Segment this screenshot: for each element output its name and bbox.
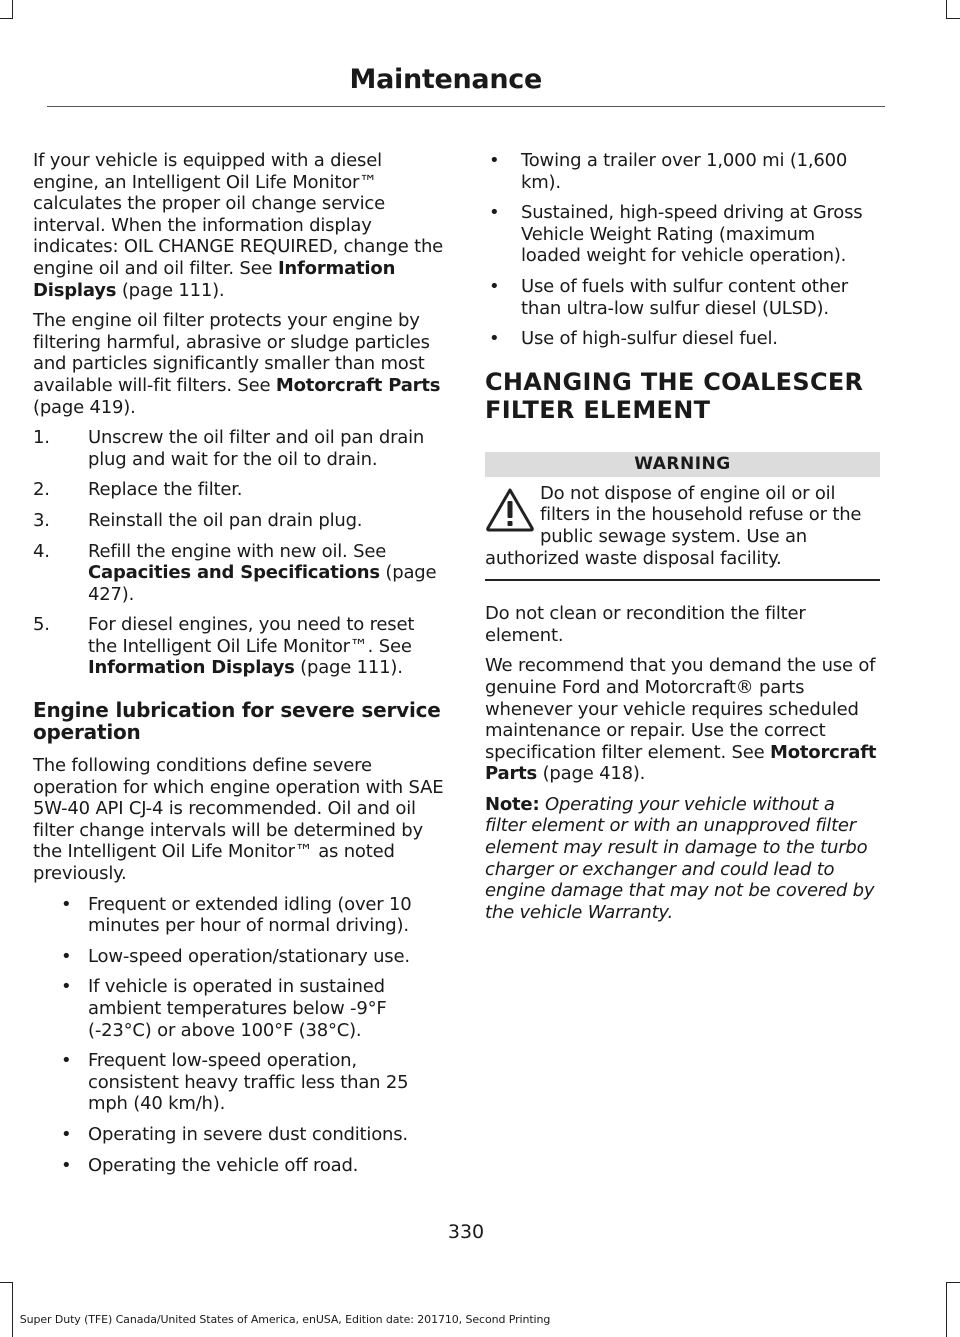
bullet-icon: • bbox=[61, 1123, 72, 1145]
warning-box bbox=[485, 483, 880, 581]
oil-change-steps bbox=[33, 427, 448, 679]
list-item: • Low-speed operation/stationary use. bbox=[61, 945, 410, 967]
subheading-severe-service: Engine lubrication for severe service operation bbox=[33, 698, 441, 745]
bullet-icon: • bbox=[489, 328, 500, 350]
bullet-icon: • bbox=[61, 945, 72, 967]
list-item: • If vehicle is operated in sustained ambient temperatures below -9°F (-23°C) or above 100°F (38°C). bbox=[61, 976, 387, 1041]
severe-conditions-list bbox=[33, 894, 448, 1177]
bullet-icon: • bbox=[61, 1050, 72, 1072]
xref-motorcraft-parts-2[interactable]: Motorcraft Parts bbox=[485, 741, 877, 785]
page-number: 330 bbox=[447, 1221, 485, 1243]
crop-mark-bottom-left-v bbox=[12, 1282, 13, 1337]
bullet-icon: • bbox=[61, 976, 72, 998]
list-item: 5. For diesel engines, you need to reset the Intelligent Oil Life Monitor™. See Information Displays (page 111). bbox=[33, 614, 415, 679]
warning-text: Do not dispose of engine oil or oil filters in the household refuse or the public sewage system. Use an bbox=[540, 482, 862, 547]
crop-mark-top-right-h bbox=[946, 18, 960, 19]
list-item: • Use of fuels with sulfur content other than ultra-low sulfur diesel (ULSD). bbox=[489, 275, 848, 319]
list-item: 1. Unscrew the oil filter and oil pan drain plug and wait for the oil to drain. bbox=[33, 427, 425, 470]
page-title: Maintenance bbox=[349, 64, 542, 95]
bullet-icon: • bbox=[61, 1154, 72, 1176]
bullet-icon: • bbox=[61, 893, 72, 915]
section-heading-coalescer: CHANGING THE COALESCER FILTER ELEMENT bbox=[485, 367, 864, 424]
no-clean-paragraph: Do not clean or recondition the filter element. bbox=[485, 603, 806, 646]
crop-mark-bottom-right-v bbox=[946, 1282, 947, 1337]
list-item: • Frequent low-speed operation, consistent heavy traffic less than 25 mph (40 km/h). bbox=[61, 1050, 409, 1115]
genuine-parts-paragraph: We recommend that you demand the use of genuine Ford and Motorcraft® parts whenever your vehicle requires scheduled maintenance or repair. Use the correct specification filter element. See Motorcraft Parts (page 418). bbox=[485, 655, 877, 785]
list-item: 3. Reinstall the oil pan drain plug. bbox=[33, 509, 363, 531]
crop-mark-bottom-left-h bbox=[0, 1282, 13, 1283]
list-item: 4. Refill the engine with new oil. See Capacities and Specifications (page 427). bbox=[33, 540, 437, 605]
bullet-icon: • bbox=[489, 150, 500, 171]
right-column bbox=[485, 150, 880, 932]
list-item: • Operating in severe dust conditions. bbox=[61, 1123, 408, 1145]
warning-triangle-icon bbox=[485, 487, 535, 533]
list-item: • Frequent or extended idling (over 10 minutes per hour of normal driving). bbox=[61, 893, 412, 937]
xref-information-displays[interactable]: Information Displays bbox=[33, 257, 396, 301]
warning-header: WARNING bbox=[485, 452, 880, 477]
header-divider bbox=[47, 106, 885, 107]
crop-mark-top-right-v bbox=[946, 0, 947, 18]
xref-capacities-specifications[interactable]: Capacities and Specifications bbox=[88, 562, 380, 584]
bullet-icon: • bbox=[489, 275, 500, 297]
warning-text-cont: authorized waste disposal facility. bbox=[485, 547, 782, 569]
xref-information-displays-2[interactable]: Information Displays bbox=[88, 657, 295, 679]
list-item: • Towing a trailer over 1,000 mi (1,600 km). bbox=[489, 150, 848, 193]
crop-mark-top-left-h bbox=[0, 18, 13, 19]
filter-paragraph: The engine oil filter protects your engine by filtering harmful, abrasive or sludge particles and particles significantly smaller than most available will-fit filters. See Motorcraft Parts (page 419). bbox=[33, 310, 441, 418]
severe-conditions-list-continued bbox=[485, 150, 880, 350]
xref-motorcraft-parts[interactable]: Motorcraft Parts bbox=[275, 374, 441, 396]
intro-paragraph: If your vehicle is equipped with a diesel engine, an Intelligent Oil Life Monitor™ calculates the proper oil change service interval. When the information display indicates: OIL CHANGE REQUIRED, change the engine oil and oil filter. See Information Displays (page 111). bbox=[33, 150, 444, 301]
list-item: 2. Replace the filter. bbox=[33, 479, 243, 501]
list-item: • Use of high-sulfur diesel fuel. bbox=[489, 328, 778, 350]
note-paragraph: Note: Operating your vehicle without a filter element or with an unapproved filter element may result in damage to the turbo charger or exchanger and could lead to engine damage that may not be covered by the vehicle Warranty. bbox=[485, 793, 875, 923]
crop-mark-bottom-right-h bbox=[946, 1282, 960, 1283]
severe-paragraph: The following conditions define severe operation for which engine operation with SAE 5W-40 API CJ-4 is recommended. Oil and oil filter change intervals will be determined by the Intelligent Oil Life Monitor™ as noted previously. bbox=[33, 755, 444, 885]
list-item: • Operating the vehicle off road. bbox=[61, 1154, 359, 1176]
list-item: • Sustained, high-speed driving at Gross Vehicle Weight Rating (maximum loaded weight for vehicle operation). bbox=[489, 202, 863, 267]
footer-edition: Super Duty (TFE) Canada/United States of America, enUSA, Edition date: 201710, Second Printing bbox=[19, 1313, 551, 1326]
bullet-icon: • bbox=[489, 202, 500, 224]
left-column bbox=[33, 150, 448, 1185]
crop-mark-top-left-v bbox=[12, 0, 13, 18]
